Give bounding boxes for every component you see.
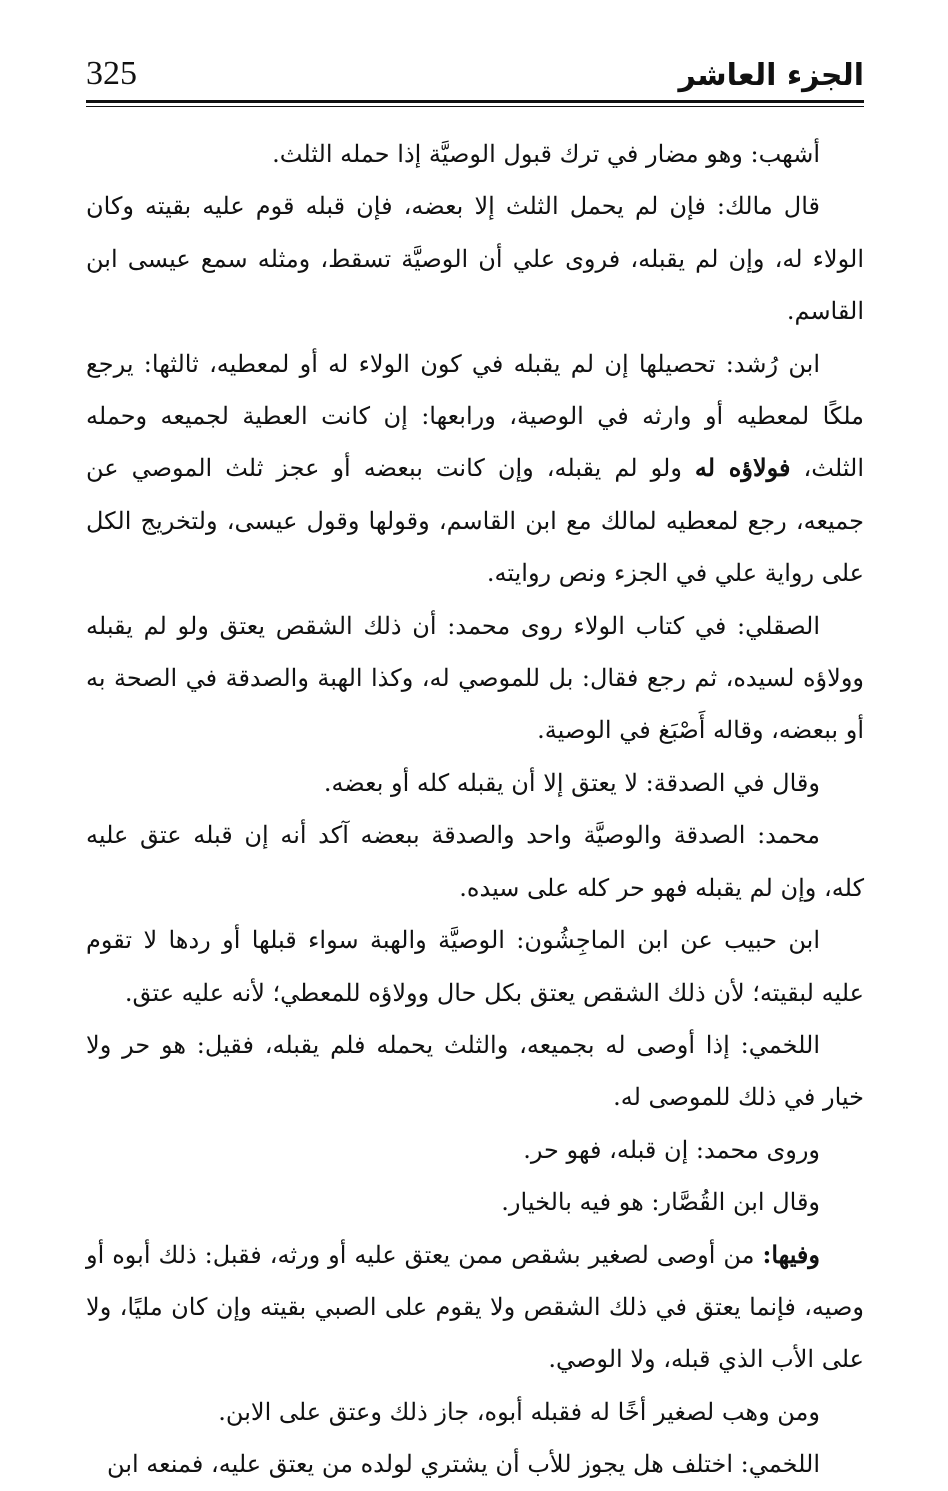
bold-phrase: وفيها: (762, 1239, 820, 1269)
paragraph: ابن حبيب عن ابن الماجِشُون: الوصيَّة والهبة سواء قبلها أو ردها لا تقوم عليه لبقيته؛ لأن ذلك الشقص يعتق بكل حال وولاؤه للمعطي؛ لأنه عليه عتق. (86, 926, 864, 1007)
header-rule (86, 100, 864, 103)
paragraph: أشهب: وهو مضار في ترك قبول الوصيَّة إذا حمله الثلث. (272, 140, 820, 168)
page-header (86, 50, 864, 98)
paragraph: ومن وهب لصغير أخًا له فقبله أبوه، جاز ذلك وعتق على الابن. (218, 1397, 820, 1426)
header-rule-thin (86, 106, 864, 107)
bold-phrase: فولاؤه له (694, 453, 791, 483)
paragraph: وفيها: من أوصى لصغير بشقص ممن يعتق عليه أو ورثه، فقبل: ذلك أبوه أو وصيه، فإنما يعتق في ذلك الشقص ولا يقوم على الصبي بقيته وإن كان مليًا، ولا على الأب الذي قبله، ولا الوصي. (86, 1239, 864, 1374)
paragraph: اللخمي: إذا أوصى له بجميعه، والثلث يحمله فلم يقبله، فقيل: هو حر ولا خيار في ذلك للموصى له. (86, 1030, 864, 1112)
paragraph: قال مالك: فإن لم يحمل الثلث إلا بعضه، فإن قبله قوم عليه بقيته وكان الولاء له، وإن لم يقبله، فروى علي أن الوصيَّة تسقط، ومثله سمع عيسى ابن القاسم. (86, 192, 864, 326)
paragraph: وقال ابن القُصَّار: هو فيه بالخيار. (501, 1188, 820, 1217)
paragraph: الصقلي: في كتاب الولاء روى محمد: أن ذلك الشقص يعتق ولو لم يقبله وولاؤه لسيده، ثم رجع فقال: بل للموصي له، وكذا الهبة والصدقة في الصحة به أو ببعضه، وقاله أَصْبَغ في الوصية. (86, 611, 865, 745)
running-head: الجزء العاشر (678, 58, 864, 93)
body-text (86, 128, 864, 1491)
paragraph: اللخمي: اختلف هل يجوز للأب أن يشتري لولده من يعتق عليه، فمنعه ابن (107, 1450, 820, 1479)
paragraph: وقال في الصدقة: لا يعتق إلا أن يقبله كله أو بعضه. (323, 768, 820, 797)
paragraph: وروى محمد: إن قبله، فهو حر. (523, 1135, 820, 1164)
paragraph: محمد: الصدقة والوصيَّة واحد والصدقة ببعضه آكد أنه إن قبله عتق عليه كله، وإن لم يقبله فهو حر كله على سيده. (86, 821, 864, 902)
page-number: 325 (86, 55, 137, 92)
paragraph: ابن رُشد: تحصيلها إن لم يقبله في كون الولاء له أو لمعطيه، ثالثها: يرجع ملكًا لمعطيه أو وارثه في الوصية، ورابعها: إن كانت العطية لجميعه وحمله الثلث، فولاؤه له ولو لم يقبله، وإن كانت ببعضه أو عجز ثلث الموصي عن جميعه، رجع لمعطيه لمالك مع ابن القاسم، وقولها وقول عيسى، ولتخريج الكل على رواية علي في الجزء ونص روايته. (86, 349, 865, 588)
